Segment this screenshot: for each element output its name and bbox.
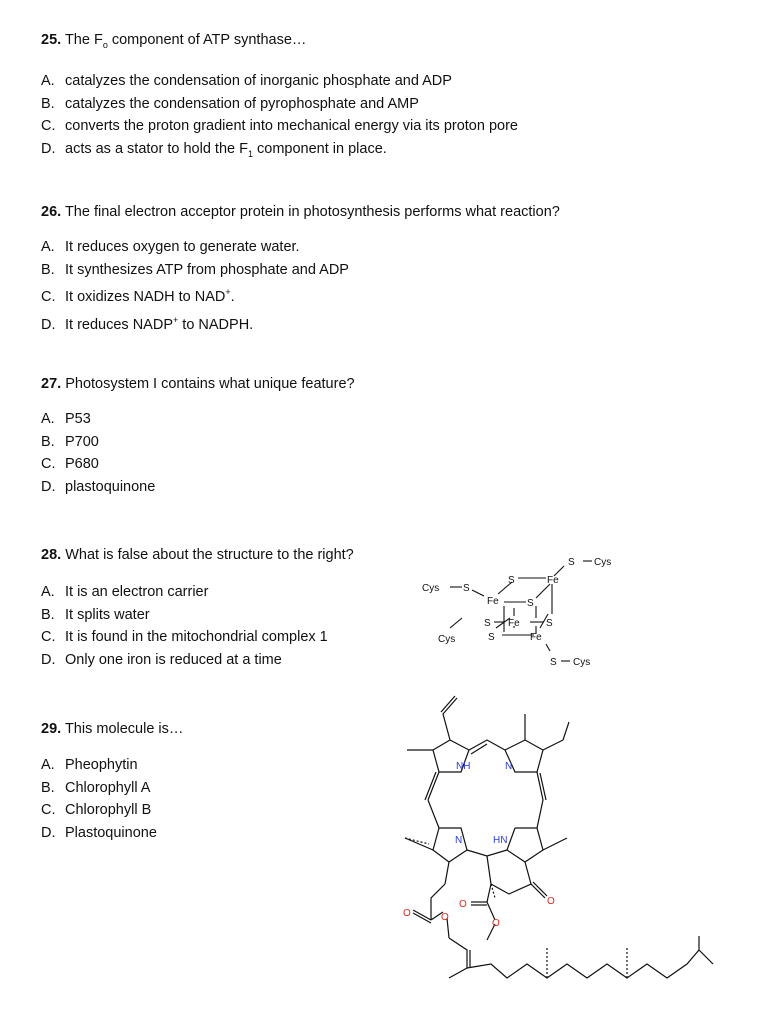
option-letter: D. <box>41 825 56 842</box>
option-text: component in place. <box>252 141 387 157</box>
option-c[interactable] <box>41 626 354 649</box>
option-text: Pheophytin <box>65 757 138 773</box>
atom-label-s: S <box>484 618 491 629</box>
option-text: It synthesizes ATP from phosphate and ADP <box>65 261 349 278</box>
option-c[interactable] <box>41 799 183 822</box>
option-letter: B. <box>41 261 55 278</box>
atom-label-s: S <box>550 657 557 668</box>
option-text: catalyzes the condensation of pyrophosphate and AMP <box>65 95 419 112</box>
question-number: 27. <box>41 376 62 392</box>
atom-label-o: O <box>492 918 500 929</box>
option-letter: A. <box>41 72 55 89</box>
option-letter: D. <box>41 652 56 669</box>
atom-label-fe: Fe <box>487 596 499 607</box>
option-a[interactable] <box>41 236 560 259</box>
atom-label-s: S <box>527 598 534 609</box>
option-a[interactable] <box>41 754 183 777</box>
option-text: P700 <box>65 433 99 450</box>
option-text: It is an electron carrier <box>65 584 209 600</box>
stem-text: This molecule is… <box>64 721 184 737</box>
iron-sulfur-cluster-diagram <box>418 548 628 676</box>
option-text: P680 <box>65 456 99 473</box>
atom-label-fe: Fe <box>508 618 520 629</box>
question-stem <box>41 202 560 222</box>
option-list <box>41 70 518 166</box>
atom-label-n: N <box>455 835 463 846</box>
option-d[interactable] <box>41 309 560 337</box>
option-d[interactable] <box>41 649 354 672</box>
option-letter: B. <box>41 95 55 112</box>
option-text: Plastoquinone <box>65 825 157 842</box>
option-text: Chlorophyll A <box>65 779 151 796</box>
option-letter: A. <box>41 757 55 773</box>
option-text: It is found in the mitochondrial complex 1 <box>65 629 328 646</box>
option-list <box>41 408 355 499</box>
question-number: 26. <box>41 204 62 220</box>
option-a[interactable] <box>41 408 355 431</box>
option-c[interactable] <box>41 281 560 309</box>
cluster-bonds <box>450 561 592 661</box>
atom-label-fe: Fe <box>530 632 542 643</box>
atom-label-o: O <box>547 896 555 907</box>
option-text: It reduces oxygen to generate water. <box>65 239 300 255</box>
option-superscript: + <box>225 287 231 298</box>
stem-text: component of ATP synthase… <box>107 32 307 48</box>
atom-label-n: N <box>505 761 513 772</box>
porphyrin-labels <box>403 761 555 929</box>
option-d[interactable] <box>41 476 355 499</box>
question-stem <box>41 374 355 394</box>
question-25 <box>41 30 518 166</box>
option-letter: A. <box>41 411 55 427</box>
atom-label-s: S <box>463 583 470 594</box>
option-letter: C. <box>41 629 56 646</box>
option-text: It splits water <box>65 606 150 623</box>
option-subscript: 1 <box>247 148 253 159</box>
atom-label-o: O <box>403 908 411 919</box>
option-c[interactable] <box>41 115 518 138</box>
option-letter: C. <box>41 802 56 819</box>
option-b[interactable] <box>41 93 518 116</box>
cluster-labels <box>422 557 611 668</box>
option-b[interactable] <box>41 431 355 454</box>
atom-label-s: S <box>568 557 575 568</box>
stem-text: The final electron acceptor protein in photosynthesis performs what reaction? <box>64 204 560 220</box>
atom-label-s: S <box>546 618 553 629</box>
option-d[interactable] <box>41 822 183 845</box>
option-b[interactable] <box>41 604 354 627</box>
option-b[interactable] <box>41 259 560 282</box>
atom-label-cys: Cys <box>594 557 612 568</box>
option-b[interactable] <box>41 777 183 800</box>
atom-label-s: S <box>488 632 495 643</box>
option-list <box>41 581 354 672</box>
question-29 <box>41 719 183 845</box>
atom-label-cys: Cys <box>422 583 440 594</box>
option-letter: B. <box>41 433 55 450</box>
stem-subscript: o <box>102 39 108 50</box>
atom-label-s: S <box>508 575 515 586</box>
chlorophyll-structure-diagram <box>395 688 730 988</box>
atom-label-o: O <box>441 912 449 923</box>
option-letter: D. <box>41 479 56 496</box>
question-number: 25. <box>41 32 62 48</box>
option-a[interactable] <box>41 581 354 604</box>
option-letter: B. <box>41 779 55 796</box>
stem-text: What is false about the structure to the right? <box>65 547 354 563</box>
option-letter: A. <box>41 584 55 600</box>
question-28 <box>41 545 354 672</box>
atom-label-hn: HN <box>493 835 508 846</box>
option-text: to NADPH. <box>178 316 254 333</box>
option-text: Only one iron is reduced at a time <box>65 652 282 669</box>
stem-text: The F <box>64 32 103 48</box>
question-number: 28. <box>41 547 62 563</box>
question-26 <box>41 202 560 336</box>
option-letter: C. <box>41 118 56 135</box>
option-a[interactable] <box>41 70 518 93</box>
atom-label-cys: Cys <box>438 634 456 645</box>
question-stem <box>41 30 518 55</box>
option-text: catalyzes the condensation of inorganic phosphate and ADP <box>65 72 452 89</box>
option-letter: A. <box>41 239 55 255</box>
option-text: acts as a stator to hold the F <box>65 141 248 157</box>
option-c[interactable] <box>41 453 355 476</box>
option-text: plastoquinone <box>65 479 156 496</box>
option-superscript: + <box>173 314 179 325</box>
option-letter: C. <box>41 456 56 473</box>
option-d[interactable] <box>41 138 518 166</box>
option-list <box>41 754 183 845</box>
question-27 <box>41 374 355 499</box>
option-letter: D. <box>41 141 56 157</box>
question-stem <box>41 545 354 565</box>
option-text: It oxidizes NADH to NAD <box>65 289 226 306</box>
option-text: . <box>230 289 235 306</box>
option-text: P53 <box>65 411 91 427</box>
atom-label-cys: Cys <box>573 657 591 668</box>
atom-label-fe: Fe <box>547 575 559 586</box>
stem-text: Photosystem I contains what unique feature? <box>65 376 355 392</box>
option-text: Chlorophyll B <box>65 802 152 819</box>
option-text: converts the proton gradient into mechanical energy via its proton pore <box>65 118 518 135</box>
porphyrin-bonds <box>405 696 713 978</box>
atom-label-o: O <box>459 899 467 910</box>
option-letter: D. <box>41 316 56 333</box>
atom-label-nh: NH <box>456 761 471 772</box>
option-letter: C. <box>41 289 56 306</box>
option-letter: B. <box>41 606 55 623</box>
question-stem <box>41 719 183 739</box>
option-list <box>41 236 560 336</box>
option-text: It reduces NADP <box>65 316 173 333</box>
question-number: 29. <box>41 721 62 737</box>
